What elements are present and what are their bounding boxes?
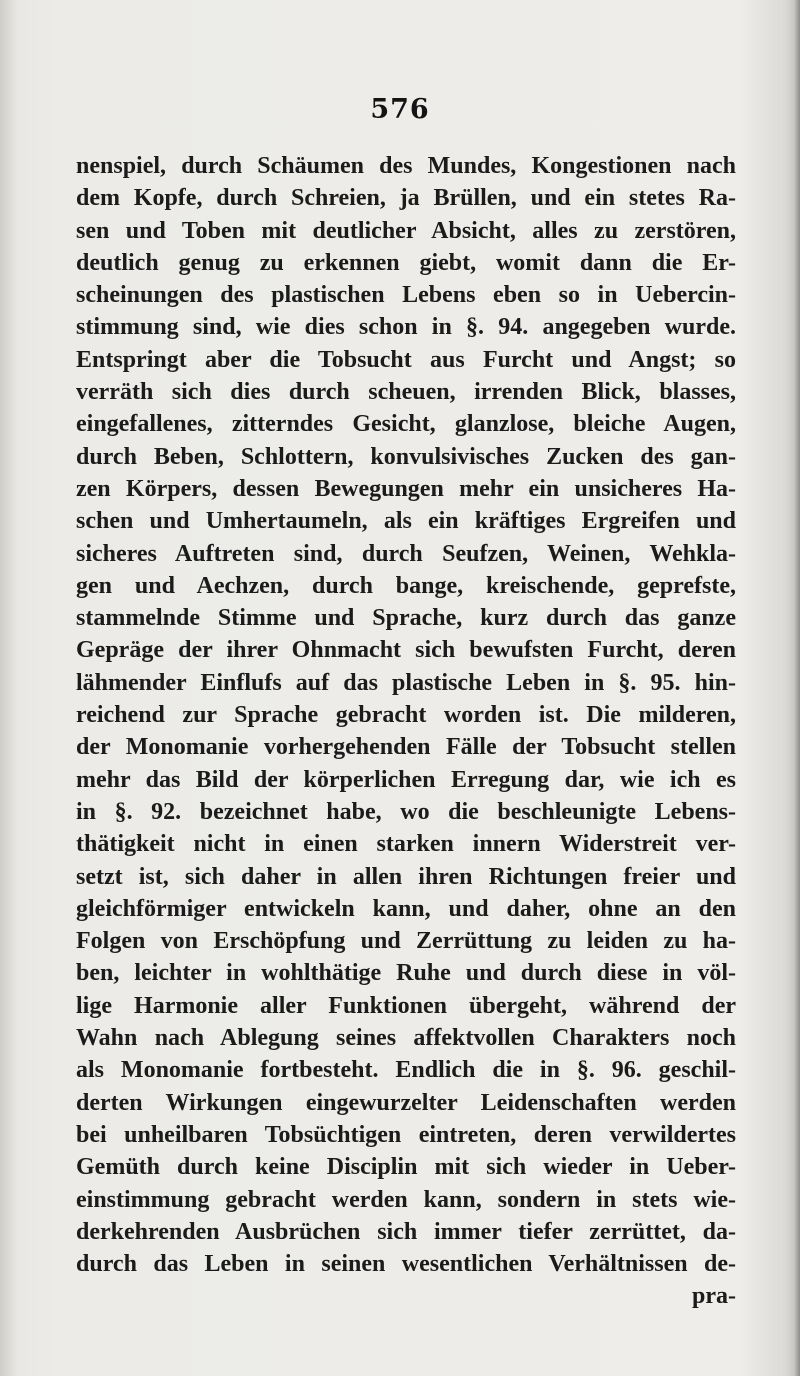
text-line: reichend zur Sprache gebracht worden ist. Die milderen,	[76, 702, 736, 729]
text-line: Wahn nach Ablegung seines affektvollen Charakters noch	[76, 1025, 736, 1052]
text-line: deutlich genug zu erkennen giebt, womit dann die Er-	[76, 249, 736, 276]
text-line: stimmung sind, wie dies schon in §. 94. angegeben wurde.	[76, 314, 736, 341]
text-line: einstimmung gebracht werden kann, sondern in stets wie-	[76, 1186, 736, 1213]
text-line: dem Kopfe, durch Schreien, ja Brüllen, und ein stetes Ra-	[76, 185, 736, 212]
text-line: in §. 92. bezeichnet habe, wo die beschleunigte Lebens-	[76, 798, 736, 825]
text-line: ben, leichter in wohlthätige Ruhe und durch diese in völ-	[76, 960, 736, 987]
text-line: nenspiel, durch Schäumen des Mundes, Kongestionen nach	[76, 153, 736, 179]
text-line: der Monomanie vorhergehenden Fälle der Tobsucht stellen	[76, 734, 736, 761]
text-line: Gepräge der ihrer Ohnmacht sich bewufsten Furcht, deren	[76, 637, 736, 664]
body-text	[76, 150, 736, 1313]
text-line: derkehrenden Ausbrüchen sich immer tiefer zerrüttet, da-	[76, 1218, 736, 1245]
text-line: als Monomanie fortbesteht. Endlich die in §. 96. geschil-	[76, 1057, 736, 1084]
page-edge-shadow	[794, 0, 800, 1376]
text-line: Entspringt aber die Tobsucht aus Furcht und Angst; so	[76, 346, 736, 373]
page-number: 576	[370, 94, 430, 125]
text-line: Folgen von Erschöpfung und Zerrüttung zu leiden zu ha-	[76, 928, 736, 955]
text-line: durch das Leben in seinen wesentlichen Verhältnissen de-	[76, 1251, 736, 1278]
catchword: pra-	[692, 1283, 736, 1310]
text-line: lige Harmonie aller Funktionen übergeht, während der	[76, 992, 736, 1019]
text-line: sicheres Auftreten sind, durch Seufzen, Weinen, Wehkla-	[76, 540, 736, 567]
text-line: zen Körpers, dessen Bewegungen mehr ein unsicheres Ha-	[76, 475, 736, 502]
text-line: durch Beben, Schlottern, konvulsivisches Zucken des gan-	[76, 443, 736, 470]
text-line: bei unheilbaren Tobsüchtigen eintreten, deren verwildertes	[76, 1121, 736, 1148]
text-line: thätigkeit nicht in einen starken innern Widerstreit ver-	[76, 831, 736, 858]
text-line: scheinungen des plastischen Lebens eben so in Uebercin-	[76, 282, 736, 309]
text-line: eingefallenes, zitterndes Gesicht, glanzlose, bleiche Augen,	[76, 411, 736, 438]
text-line: sen und Toben mit deutlicher Absicht, alles zu zerstören,	[76, 217, 736, 244]
text-line: mehr das Bild der körperlichen Erregung dar, wie ich es	[76, 766, 736, 793]
text-line: setzt ist, sich daher in allen ihren Richtungen freier und	[76, 863, 736, 890]
text-line: schen und Umhertaumeln, als ein kräftiges Ergreifen und	[76, 508, 736, 535]
text-line: derten Wirkungen eingewurzelter Leidenschaften werden	[76, 1089, 736, 1116]
text-line: verräth sich dies durch scheuen, irrenden Blick, blasses,	[76, 379, 736, 406]
text-line: lähmender Einflufs auf das plastische Leben in §. 95. hin-	[76, 669, 736, 696]
text-line: stammelnde Stimme und Sprache, kurz durch das ganze	[76, 605, 736, 632]
text-line: gen und Aechzen, durch bange, kreischende, geprefste,	[76, 572, 736, 599]
text-line: Gemüth durch keine Disciplin mit sich wieder in Ueber-	[76, 1154, 736, 1181]
text-line: gleichförmiger entwickeln kann, und daher, ohne an den	[76, 895, 736, 922]
